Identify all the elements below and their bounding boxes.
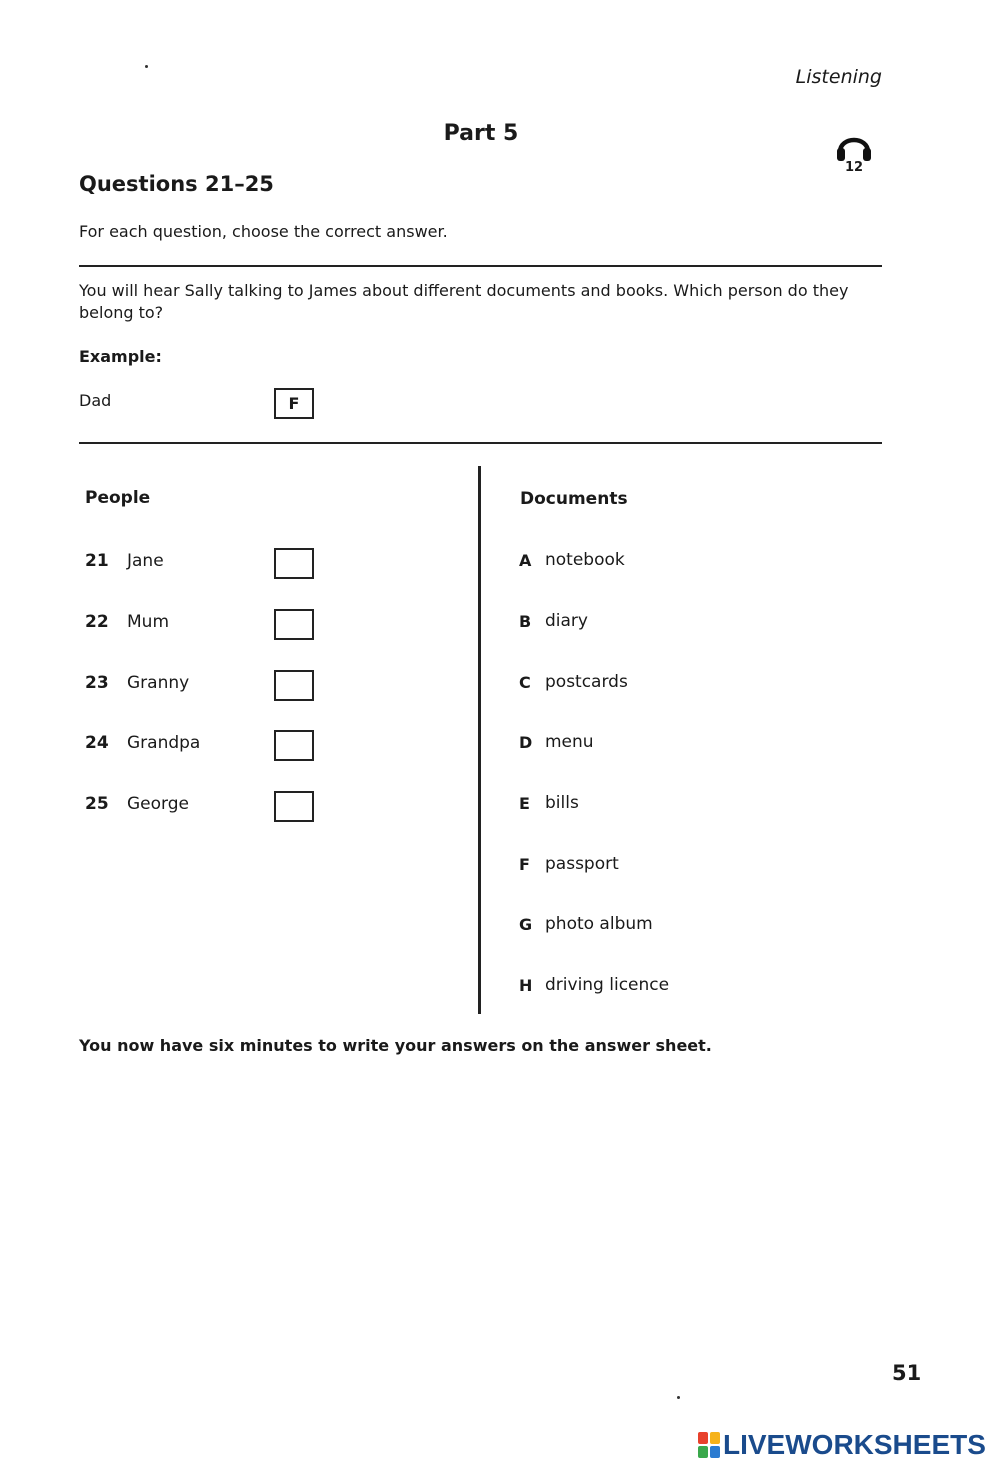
scan-speck [677,1396,680,1399]
question-person: Mum [127,612,170,632]
option-letter: A [519,551,532,570]
question-number: 25 [85,794,109,814]
option-text: postcards [545,672,628,692]
answer-box-25[interactable] [274,791,314,822]
option-text: passport [545,854,619,874]
option-letter: H [519,976,533,995]
option-text: diary [545,611,588,631]
option-letter: D [519,733,533,752]
part-title: Part 5 [443,121,519,146]
logo-tile [698,1446,708,1458]
answer-box-22[interactable] [274,609,314,640]
option-letter: G [519,915,533,934]
section-label: Listening [795,66,882,88]
question-number: 23 [85,673,109,693]
question-person: Jane [127,551,164,571]
top-rule [79,265,882,267]
logo-tile [710,1432,720,1444]
option-text: photo album [545,914,653,934]
liveworksheets-logo-icon [698,1432,720,1458]
option-text: driving licence [545,975,670,995]
documents-heading: Documents [520,489,628,509]
example-person: Dad [79,391,112,410]
page-number: 51 [892,1361,922,1385]
column-divider [478,466,481,1014]
intro-text: You will hear Sally talking to James about different documents and books. Which person do they belong to? [79,281,849,322]
instruction-text: For each question, choose the correct answer. [79,222,448,241]
example-label: Example: [79,347,162,366]
questions-title: Questions 21–25 [79,172,274,196]
option-text: notebook [545,550,625,570]
question-person: Granny [127,673,190,693]
question-person: George [127,794,189,814]
option-text: bills [545,793,579,813]
answer-box-23[interactable] [274,670,314,701]
option-letter: C [519,673,531,692]
question-number: 21 [85,551,109,571]
option-text: menu [545,732,594,752]
question-number: 22 [85,612,109,632]
people-heading: People [85,488,151,508]
question-person: Grandpa [127,733,201,753]
brand-text: LIVEWORKSHEETS [723,1429,986,1460]
bottom-rule [79,442,882,444]
liveworksheets-brand [698,1429,986,1461]
track-number: 12 [844,160,864,175]
option-letter: E [519,794,530,813]
option-letter: B [519,612,532,631]
answer-box-24[interactable] [274,730,314,761]
question-number: 24 [85,733,109,753]
answer-box-21[interactable] [274,548,314,579]
logo-tile [698,1432,708,1444]
final-instruction: You now have six minutes to write your answers on the answer sheet. [79,1036,712,1055]
logo-tile [710,1446,720,1458]
scan-speck [145,65,148,68]
option-letter: F [519,855,530,874]
example-answer-box: F [274,388,314,419]
